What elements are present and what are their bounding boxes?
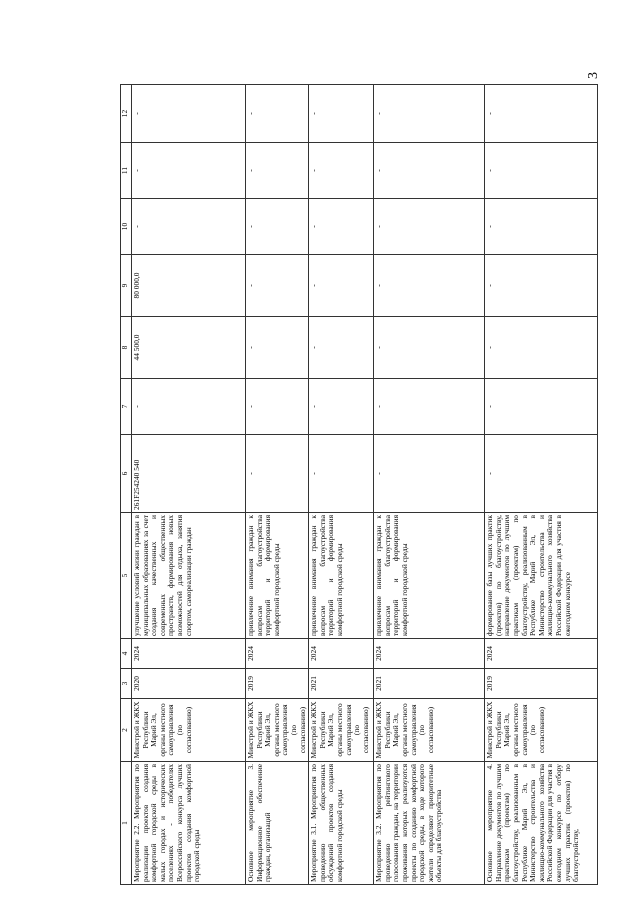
expected-result: привлечение внимания граждан к вопросам благоустройства территорий и формирования комфортной городской среды (246, 513, 309, 639)
value-col8: 44 500,0 (132, 317, 246, 379)
value-col11: - (485, 143, 598, 199)
table-row (485, 85, 598, 885)
value-col10: - (132, 199, 246, 255)
value-col9: - (485, 255, 598, 317)
value-col12: - (132, 85, 246, 143)
end-year: 2024 (132, 639, 246, 669)
value-col10: - (374, 199, 485, 255)
value-col11: - (374, 143, 485, 199)
table-row (374, 85, 485, 885)
start-year: 2019 (246, 669, 309, 699)
budget-code: 261F254240 540 (132, 435, 246, 513)
column-header-1: 1 (121, 762, 132, 885)
value-col9: - (246, 255, 309, 317)
value-col11: - (309, 143, 374, 199)
column-header-8: 8 (121, 317, 132, 379)
table-row (246, 85, 309, 885)
measure-name: Мероприятие 3.2. Мероприятия по проведению рейтингового голосования граждан, на территории проживания которых реализуются проекты по созданию комфортной городской среды, в ходе которого жители определяют приоритетные объекты для благоустройства (374, 762, 485, 885)
value-col10: - (246, 199, 309, 255)
executor: Минстрой и ЖКХ Республики Марий Эл, органы местного самоуправления (по согласованию) (309, 699, 374, 762)
column-header-9: 9 (121, 255, 132, 317)
header-row (121, 85, 132, 885)
value-col9: - (374, 255, 485, 317)
column-header-4: 4 (121, 639, 132, 669)
value-col8: - (309, 317, 374, 379)
measure-name: Основное мероприятие 3. Информационное обеспечение граждан, организаций (246, 762, 309, 885)
measure-name: Основное мероприятие 4. Направление документов по лучшим практикам (проектам) по благоустройству, реализованным в Республике Марий Эл, в Министерство строительства и жилищно-коммунального хозяйства Российской Федерации для участия в ежегодном конкурсе по отбору лучших практик (проектов) по благоустройству, (485, 762, 598, 885)
column-header-3: 3 (121, 669, 132, 699)
table-row (132, 85, 246, 885)
value-col12: - (309, 85, 374, 143)
value-col12: - (374, 85, 485, 143)
end-year: 2024 (309, 639, 374, 669)
value-col7: - (485, 379, 598, 435)
table-row (309, 85, 374, 885)
start-year: 2021 (374, 669, 485, 699)
value-col12: - (246, 85, 309, 143)
value-col10: - (309, 199, 374, 255)
expected-result: привлечение внимания граждан к вопросам благоустройства территорий и формирования комфортной городской среды (374, 513, 485, 639)
measures-table (120, 84, 598, 885)
value-col11: - (132, 143, 246, 199)
expected-result: привлечение внимания граждан к вопросам благоустройства территорий и формирования комфортной городской среды (309, 513, 374, 639)
value-col11: - (246, 143, 309, 199)
value-col7: - (309, 379, 374, 435)
column-header-5: 5 (121, 513, 132, 639)
start-year: 2021 (309, 669, 374, 699)
value-col7: - (246, 379, 309, 435)
value-col8: - (374, 317, 485, 379)
column-header-2: 2 (121, 699, 132, 762)
column-header-12: 12 (121, 85, 132, 143)
executor: Минстрой и ЖКХ Республики Марий Эл, органы местного самоуправления (по согласованию) (246, 699, 309, 762)
executor: Минстрой и ЖКХ Республики Марий Эл, органы местного самоуправления (по согласованию) (485, 699, 598, 762)
measure-name: Мероприятие 3.1. Мероприятия по проведению общественных обсуждений проектов создания комфортной городской среды (309, 762, 374, 885)
value-col7: - (132, 379, 246, 435)
expected-result: улучшение условий жизни граждан в муниципальных образованиях за счет создания качественных и современных общественных пространств, формирования новых возможностей для отдыха, занятия спортом, самореализации граждан (132, 513, 246, 639)
value-col8: - (246, 317, 309, 379)
measure-name: Мероприятие 2.2. Мероприятия по реализации проектов создания комфортной городской среды в малых городах и исторических поселениях - победителях Всероссийского конкурса лучших проектов создания комфортной городской среды (132, 762, 246, 885)
budget-code: - (374, 435, 485, 513)
executor: Минстрой и ЖКХ Республики Марий Эл, органы местного самоуправления (по согласованию) (374, 699, 485, 762)
executor: Минстрой и ЖКХ Республики Марий Эл, органы местного самоуправления (по согласованию) (132, 699, 246, 762)
end-year: 2024 (246, 639, 309, 669)
value-col7: - (374, 379, 485, 435)
budget-code: - (485, 435, 598, 513)
column-header-6: 6 (121, 435, 132, 513)
expected-result: формирование базы лучших практик (проектов) по благоустройству, направление документов по лучшим практикам (проектам) по благоустройству, реализованным в Республике Марий Эл, в Министерство строительства и жилищно-коммунального хозяйства Российской Федерации для участия в ежегодном конкурсе (485, 513, 598, 639)
budget-code: - (309, 435, 374, 513)
value-col9: 80 000,0 (132, 255, 246, 317)
start-year: 2019 (485, 669, 598, 699)
end-year: 2024 (485, 639, 598, 669)
start-year: 2020 (132, 669, 246, 699)
value-col9: - (309, 255, 374, 317)
rotated-table-container (120, 85, 600, 885)
column-header-7: 7 (121, 379, 132, 435)
budget-code: - (246, 435, 309, 513)
value-col8: - (485, 317, 598, 379)
column-header-11: 11 (121, 143, 132, 199)
value-col10: - (485, 199, 598, 255)
page-number: 3 (586, 72, 601, 79)
column-header-10: 10 (121, 199, 132, 255)
value-col12: - (485, 85, 598, 143)
end-year: 2024 (374, 639, 485, 669)
